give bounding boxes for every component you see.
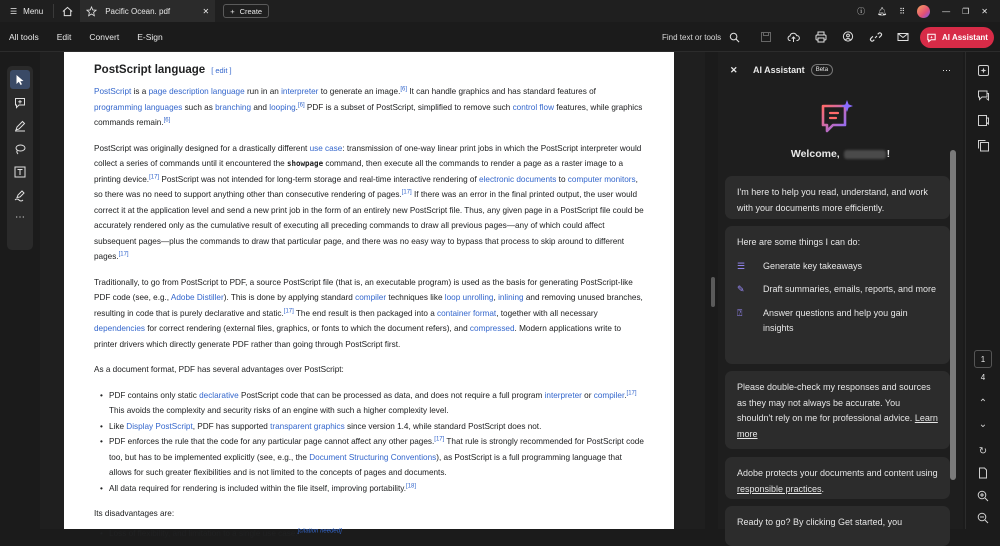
zoom-in-button[interactable] — [975, 488, 991, 504]
ai-assistant-icon — [926, 32, 937, 43]
disclaimer-text: Please double-check my responses and sources as they may not always be accurate. You shouldn't rely on me for professional advice. — [737, 382, 931, 423]
text: PDF contains only static — [109, 390, 200, 400]
chevron-up-icon: ⌃ — [978, 397, 988, 409]
feature-text: Draft summaries, emails, reports, and more — [763, 284, 937, 294]
comments-rail-icon[interactable] — [975, 87, 991, 103]
total-pages: 4 — [980, 373, 986, 382]
citation[interactable]: [6] — [400, 86, 408, 93]
pen-icon — [14, 120, 26, 132]
list-item — [100, 419, 644, 435]
beta-badge: Beta — [811, 64, 833, 76]
link[interactable]: declarative — [199, 390, 239, 400]
find-label: Find text or tools — [662, 32, 722, 42]
text: and removing unused branches, resulting in code that is purely declarative and static. — [94, 293, 643, 318]
close-window-icon[interactable]: ✕ — [981, 6, 988, 16]
more-tools[interactable] — [10, 208, 30, 227]
citation[interactable]: [17] — [118, 251, 129, 258]
upload-cloud-icon[interactable] — [787, 31, 800, 43]
citation[interactable]: [17] — [401, 189, 412, 196]
panel-header — [718, 60, 963, 80]
comments-icon — [977, 89, 990, 102]
text: . — [624, 390, 627, 400]
bookmarks-rail-icon[interactable] — [975, 112, 991, 128]
citation[interactable]: [citation needed] — [297, 527, 342, 534]
intro-card — [725, 176, 950, 219]
zoom-out-button[interactable] — [975, 510, 991, 526]
panel-scrollbar[interactable] — [950, 150, 956, 480]
link[interactable]: computer monitors — [567, 174, 636, 184]
mail-icon[interactable] — [897, 31, 909, 43]
document-tab[interactable] — [80, 0, 215, 22]
print-icon[interactable] — [815, 31, 827, 43]
citation[interactable]: [17] — [149, 173, 160, 180]
current-page-input[interactable]: 1 — [974, 350, 992, 368]
text: techniques like — [386, 293, 445, 302]
text: : transmission of one-way linear print jobs in which the PostScript interpreter would collect a series of commands until it encountered the — [94, 143, 642, 168]
text: or — [581, 390, 594, 400]
ai-assistant-logo-icon — [817, 97, 857, 137]
menu-label: Menu — [23, 6, 44, 16]
text: ), as PostScript is a full programming language that allows for such greater flexibilities and is not limited to the concepts of pages and documents. — [109, 452, 622, 477]
privacy-card — [725, 457, 950, 499]
ready-text: Ready to go? By clicking Get started, you — [737, 517, 903, 527]
list-item — [100, 481, 644, 497]
text: It can handle graphics and has standard features of — [407, 87, 596, 96]
text: . — [295, 102, 298, 112]
text: The end result is then packaged into a — [293, 308, 438, 318]
search-icon — [729, 32, 740, 43]
code-text: showpage — [286, 159, 324, 168]
text: , together with all necessary — [496, 308, 598, 318]
menu-convert[interactable]: Convert — [89, 31, 120, 42]
text: PostScript was originally designed for a drastically different — [94, 143, 310, 153]
avatar[interactable] — [917, 5, 930, 18]
disadvantages-list — [100, 526, 644, 542]
plus-icon: + — [230, 6, 235, 16]
link[interactable]: PostScript — [94, 87, 132, 96]
ai-assistant-panel — [718, 52, 963, 529]
citation[interactable]: [17] — [434, 436, 445, 443]
heading-text: PostScript language — [94, 64, 206, 76]
select-tool[interactable] — [10, 70, 30, 89]
feature-text: Answer questions and help you gain insights — [763, 307, 908, 333]
paragraph-2 — [94, 141, 644, 265]
comment-tool[interactable] — [10, 93, 30, 112]
link[interactable]: dependencies — [94, 324, 145, 333]
welcome-message — [718, 148, 963, 160]
ai-panel-rail-icon[interactable] — [975, 62, 991, 78]
menu-button[interactable] — [0, 0, 53, 22]
refresh-button[interactable] — [975, 443, 991, 459]
comment-add-icon — [14, 97, 26, 109]
text: and — [251, 102, 270, 112]
citation[interactable]: [18] — [406, 482, 417, 489]
text: That rule is strongly recommended for PostScript code too, but has to be implemented explicitly (see, e.g., the — [109, 437, 644, 462]
get-started-card — [725, 506, 950, 546]
link[interactable]: loop unrolling — [444, 293, 494, 302]
star-icon[interactable] — [86, 6, 97, 17]
text: , PDF has supported — [192, 421, 271, 431]
citation[interactable]: [6] — [163, 117, 171, 124]
toolbar-icons — [760, 22, 909, 52]
text: PostScript was not intended for long-term storage and real-time interactive rendering of — [159, 174, 480, 184]
link-icon[interactable] — [870, 31, 882, 43]
link[interactable]: control flow — [512, 102, 554, 112]
text: , so there was no need to support anything other than consecutive rendering of pages. — [94, 174, 638, 199]
minimize-icon[interactable]: — — [942, 6, 951, 16]
link[interactable]: compiler — [355, 293, 387, 302]
feature-item — [737, 282, 938, 298]
panel-title: AI Assistant — [753, 65, 805, 75]
text: is a — [131, 87, 149, 96]
citation[interactable]: [17] — [283, 307, 294, 314]
create-label: Create — [239, 6, 263, 16]
menu-edit[interactable]: Edit — [56, 31, 72, 42]
text: such as — [182, 102, 216, 112]
feature-item — [737, 259, 938, 275]
document-page — [64, 52, 674, 538]
text: to — [556, 174, 568, 184]
copy-pages-icon — [977, 139, 990, 152]
previous-page-button[interactable] — [975, 395, 991, 411]
restore-icon[interactable]: ❐ — [962, 6, 970, 16]
text: Traditionally, to go from PostScript to PDF, a source PostScript file (that is, an executable program) is used as the basis for generating PostScript-like PDF code (see, e.g., — [94, 277, 633, 302]
tab-name: Pacific Ocean. pdf — [105, 6, 171, 16]
page-view-button[interactable] — [975, 465, 991, 481]
create-button[interactable] — [223, 4, 269, 18]
text: to generate an image. — [318, 87, 401, 96]
question-chat-icon: ⍰ — [737, 307, 743, 318]
ai-assistant-label: AI Assistant — [942, 33, 988, 42]
link[interactable]: Display PostScript — [126, 421, 193, 431]
share-users-icon[interactable] — [842, 31, 855, 43]
chevron-down-icon: ⌄ — [978, 418, 988, 430]
link[interactable]: Document Structuring Conventions — [309, 452, 437, 462]
privacy-text: Adobe protects your documents and content using — [737, 468, 938, 478]
learn-more-link[interactable]: Learn more — [737, 413, 938, 439]
list-item — [100, 434, 644, 481]
link[interactable]: interpreter — [544, 390, 582, 400]
close-tab-icon[interactable]: ✕ — [202, 6, 210, 16]
section-heading — [94, 62, 644, 79]
home-icon — [62, 6, 73, 17]
ai-sparkle-doc-icon — [977, 64, 990, 77]
cursor-arrow-icon — [15, 74, 25, 86]
text: , — [493, 293, 499, 302]
text: since version 1.4, while standard PostScript does not. — [344, 421, 542, 431]
list-item — [100, 526, 644, 542]
privacy-suffix: . — [821, 483, 825, 494]
text: command, then execute all the commands to render a page as a raster image to a printing device. — [94, 159, 624, 184]
text: for correct rendering (external files, graphics, or fonts to which the document refers), and — [145, 324, 470, 333]
title-bar — [0, 0, 1000, 22]
text-tool[interactable] — [10, 162, 30, 181]
zoom-out-icon — [977, 512, 989, 524]
paragraph-5: Its disadvantages are: — [94, 509, 175, 518]
intro-text: I'm here to help you read, understand, and work with your documents more efficiently. — [737, 187, 928, 213]
welcome-suffix: ! — [886, 148, 891, 160]
capabilities-card — [725, 226, 950, 364]
text: . Modern applications write to printer drivers which directly generate PDF rather than going through PostScript first. — [94, 324, 622, 349]
text: run in an — [244, 87, 282, 96]
lasso-icon — [14, 143, 26, 155]
pages-rail-icon[interactable] — [975, 137, 991, 153]
link[interactable]: interpreter — [281, 87, 319, 96]
quick-tools — [7, 66, 33, 250]
text: ). This is done by applying standard — [223, 293, 356, 302]
text: features, while graphics commands remain. — [94, 102, 643, 127]
right-rail — [965, 52, 1000, 529]
link[interactable]: looping — [269, 102, 296, 112]
disclaimer-card — [725, 371, 950, 449]
link[interactable]: container format — [437, 308, 497, 318]
next-page-button[interactable] — [975, 416, 991, 432]
text: Loss of flexibility, and limitation to a single use case. — [109, 528, 298, 538]
advantages-list — [100, 388, 644, 497]
text: If there was an error in the final printed output, the user would correct it at the application level and send a new print job in the form of an entirely new PostScript file. Thus, any given page in a PostScript file could be accurately rendered only as the cumulative result of executing all preceding commands to draw all previous pages—any of which could affect subsequent pages—plus the commands to draw that particular page, and there was no easy way to bypass that process to skip around to different pages. — [94, 190, 644, 261]
paragraph-3 — [94, 275, 644, 353]
text: Like — [109, 421, 127, 431]
welcome-prefix: Welcome, — [790, 148, 843, 160]
text: PDF enforces the rule that the code for any particular page cannot affect any other pages. — [109, 437, 435, 446]
help-icon[interactable]: ⓘ — [857, 6, 866, 16]
link[interactable]: programming languages — [94, 102, 183, 112]
link[interactable]: Adobe Distiller — [170, 293, 224, 302]
text: PDF is a subset of PostScript, simplified to remove such — [304, 102, 513, 112]
text: All data required for rendering is included within the file itself, improving portability. — [109, 483, 407, 493]
link[interactable]: compiler — [593, 390, 625, 400]
paragraph-1 — [94, 84, 644, 131]
page-icon — [977, 467, 989, 479]
hamburger-icon: ☰ — [10, 6, 18, 16]
highlight-tool[interactable] — [10, 116, 30, 135]
link[interactable]: use case — [309, 143, 343, 153]
paragraph-4: As a document format, PDF has several advantages over PostScript: — [94, 365, 344, 374]
menu-e-sign[interactable]: E-Sign — [137, 31, 163, 42]
text: PostScript code that can be processed as data, and does not require a full program — [238, 390, 545, 400]
capabilities-heading: Here are some things I can do: — [737, 237, 861, 247]
save-icon[interactable] — [760, 31, 772, 43]
sign-tool[interactable] — [10, 185, 30, 204]
window-controls — [857, 0, 1000, 22]
citation[interactable]: [17] — [626, 389, 637, 396]
text: This avoids the complexity and security risks of an engine with such a higher complexity level. — [109, 406, 449, 415]
main-toolbar — [0, 22, 1000, 52]
responsible-practices-link[interactable]: responsible practices — [737, 483, 822, 494]
text-box-icon — [14, 166, 26, 178]
link[interactable]: electronic documents — [479, 174, 557, 184]
blurred-user-name — [844, 150, 886, 159]
signature-pen-icon — [14, 189, 26, 201]
close-panel-icon[interactable]: ✕ — [730, 64, 738, 75]
ai-assistant-button[interactable] — [920, 27, 994, 48]
link[interactable]: compressed — [469, 324, 515, 333]
list-item — [100, 388, 644, 419]
key-takeaways-icon: ☰ — [737, 260, 746, 271]
home-button[interactable] — [54, 6, 80, 17]
link[interactable]: transparent graphics — [270, 421, 345, 431]
find-search[interactable] — [662, 22, 740, 52]
rotate-icon: ↻ — [978, 445, 988, 457]
feature-text: Generate key takeaways — [763, 260, 863, 271]
apps-grid-icon[interactable]: ⠿ — [899, 6, 906, 16]
bookmark-icon — [977, 114, 990, 127]
edit-link[interactable]: [ edit ] — [211, 66, 232, 75]
zoom-in-icon — [977, 490, 989, 502]
more-dots-icon: ⋯ — [15, 212, 25, 223]
link[interactable]: inlining — [498, 293, 524, 302]
link[interactable]: page description language — [148, 87, 245, 96]
document-scroll-handle[interactable] — [711, 277, 715, 307]
menu-all-tools[interactable]: All tools — [9, 31, 39, 42]
citation[interactable]: [6] — [297, 101, 305, 108]
draft-pen-icon: ✎ — [737, 284, 745, 294]
link[interactable]: branching — [215, 102, 252, 112]
panel-more-icon[interactable]: ⋯ — [942, 64, 951, 75]
draw-tool[interactable] — [10, 139, 30, 158]
feature-item — [737, 306, 938, 337]
notifications-icon[interactable]: 🔔︎ — [877, 6, 888, 16]
